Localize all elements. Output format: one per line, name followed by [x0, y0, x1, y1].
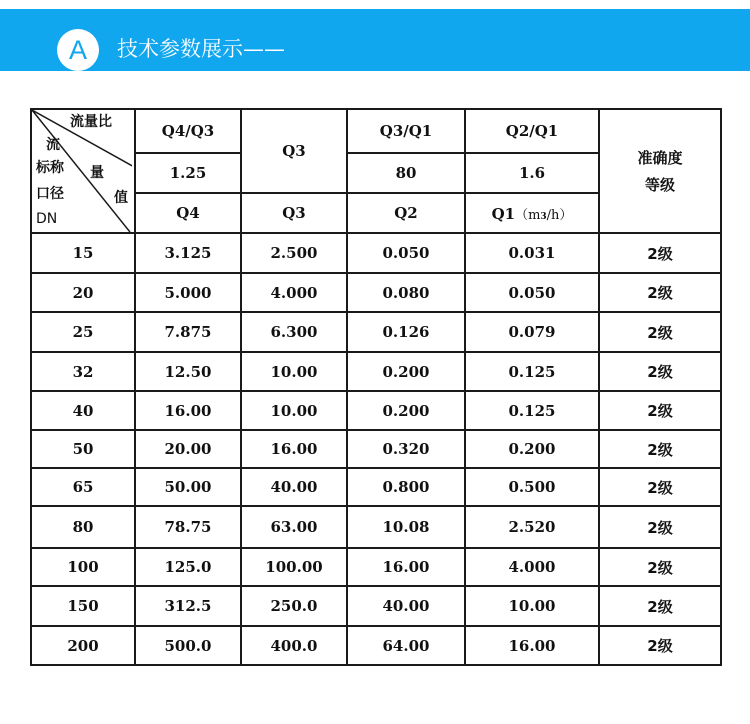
cell-accuracy: 2级 [599, 468, 721, 506]
q3-header: Q3 [241, 193, 347, 233]
header-banner [0, 9, 750, 71]
cell-dn: 80 [31, 506, 135, 548]
cell-q1: 4.000 [465, 548, 599, 586]
table-row [31, 312, 721, 352]
cell-q4: 20.00 [135, 430, 241, 468]
q1-header [465, 193, 599, 233]
corner-flow-label-2: 量 [90, 165, 104, 181]
cell-dn: 40 [31, 391, 135, 430]
cell-q1: 16.00 [465, 626, 599, 665]
cell-q3: 6.300 [241, 312, 347, 352]
cell-q3: 10.00 [241, 391, 347, 430]
corner-flow-label-3: 值 [114, 190, 128, 206]
corner-header-cell [31, 109, 135, 233]
cell-q4: 50.00 [135, 468, 241, 506]
cell-q1: 0.031 [465, 233, 599, 273]
cell-q4: 78.75 [135, 506, 241, 548]
cell-q4: 16.00 [135, 391, 241, 430]
cell-q2: 0.080 [347, 273, 465, 312]
cell-q1: 2.520 [465, 506, 599, 548]
cell-dn: 100 [31, 548, 135, 586]
cell-q1: 0.050 [465, 273, 599, 312]
cell-q4: 3.125 [135, 233, 241, 273]
data-rows [31, 233, 721, 665]
cell-dn: 25 [31, 312, 135, 352]
cell-q4: 7.875 [135, 312, 241, 352]
cell-q4: 125.0 [135, 548, 241, 586]
accuracy-class-line-2: 等级 [644, 176, 675, 194]
cell-q2: 40.00 [347, 586, 465, 626]
accuracy-class-header [599, 109, 721, 233]
corner-ratio-label: 流量比 [70, 114, 112, 130]
flow-unit-open: （m [515, 207, 541, 223]
table-row [31, 506, 721, 548]
table-row [31, 468, 721, 506]
cell-q1: 0.125 [465, 352, 599, 391]
q2-header: Q2 [347, 193, 465, 233]
cell-q1: 0.125 [465, 391, 599, 430]
cell-dn: 200 [31, 626, 135, 665]
cell-q2: 0.800 [347, 468, 465, 506]
spec-table [30, 108, 722, 666]
cell-q1: 0.079 [465, 312, 599, 352]
cell-q3: 400.0 [241, 626, 347, 665]
cell-dn: 32 [31, 352, 135, 391]
cell-q1: 0.500 [465, 468, 599, 506]
cell-q4: 5.000 [135, 273, 241, 312]
cell-q2: 0.126 [347, 312, 465, 352]
cell-q3: 16.00 [241, 430, 347, 468]
cell-q2: 0.200 [347, 391, 465, 430]
cell-q3: 250.0 [241, 586, 347, 626]
q4-q3-ratio-value: 1.25 [135, 153, 241, 194]
cell-accuracy: 2级 [599, 273, 721, 312]
flow-unit-close: /h） [546, 207, 573, 223]
q3-q1-ratio-value: 80 [347, 153, 465, 194]
section-title: 技术参数展示—— [117, 37, 285, 61]
cell-accuracy: 2级 [599, 430, 721, 468]
q2-q1-ratio-header: Q2/Q1 [465, 109, 599, 153]
cell-q1: 10.00 [465, 586, 599, 626]
corner-dn-label: DN [36, 211, 58, 227]
cell-dn: 20 [31, 273, 135, 312]
cell-q4: 312.5 [135, 586, 241, 626]
cell-q4: 500.0 [135, 626, 241, 665]
table-row [31, 233, 721, 273]
cell-dn: 150 [31, 586, 135, 626]
cell-accuracy: 2级 [599, 352, 721, 391]
ratio-header-row [31, 109, 721, 153]
cell-dn: 65 [31, 468, 135, 506]
section-badge: A [57, 29, 99, 71]
corner-diameter-label: 口径 [36, 186, 64, 202]
table-row [31, 352, 721, 391]
table-row [31, 586, 721, 626]
cell-accuracy: 2级 [599, 548, 721, 586]
table-row [31, 430, 721, 468]
cell-accuracy: 2级 [599, 233, 721, 273]
cell-q1: 0.200 [465, 430, 599, 468]
cell-accuracy: 2级 [599, 391, 721, 430]
cell-dn: 15 [31, 233, 135, 273]
cell-q2: 0.320 [347, 430, 465, 468]
q2-q1-ratio-value: 1.6 [465, 153, 599, 194]
table-row [31, 391, 721, 430]
cell-q3: 100.00 [241, 548, 347, 586]
table-row [31, 273, 721, 312]
cell-q3: 4.000 [241, 273, 347, 312]
cell-q3: 40.00 [241, 468, 347, 506]
cell-q4: 12.50 [135, 352, 241, 391]
cell-dn: 50 [31, 430, 135, 468]
cell-q3: 10.00 [241, 352, 347, 391]
cell-q2: 10.08 [347, 506, 465, 548]
cell-accuracy: 2级 [599, 506, 721, 548]
table-row [31, 548, 721, 586]
q1-header-label: Q1 [491, 204, 516, 223]
cell-accuracy: 2级 [599, 626, 721, 665]
corner-nominal-label: 标称 [36, 160, 64, 176]
accuracy-class-line-1: 准确度 [637, 149, 683, 167]
q4-header: Q4 [135, 193, 241, 233]
cell-q2: 16.00 [347, 548, 465, 586]
q4-q3-ratio-header: Q4/Q3 [135, 109, 241, 153]
cell-q2: 0.050 [347, 233, 465, 273]
cell-accuracy: 2级 [599, 312, 721, 352]
cell-accuracy: 2级 [599, 586, 721, 626]
cell-q3: 2.500 [241, 233, 347, 273]
q3-ratio-header: Q3 [241, 109, 347, 193]
table-row [31, 626, 721, 665]
corner-flow-label-1: 流 [46, 137, 60, 153]
cell-q2: 0.200 [347, 352, 465, 391]
cell-q3: 63.00 [241, 506, 347, 548]
q3-q1-ratio-header: Q3/Q1 [347, 109, 465, 153]
cell-q2: 64.00 [347, 626, 465, 665]
flow-unit-sub: 3 [540, 211, 547, 222]
